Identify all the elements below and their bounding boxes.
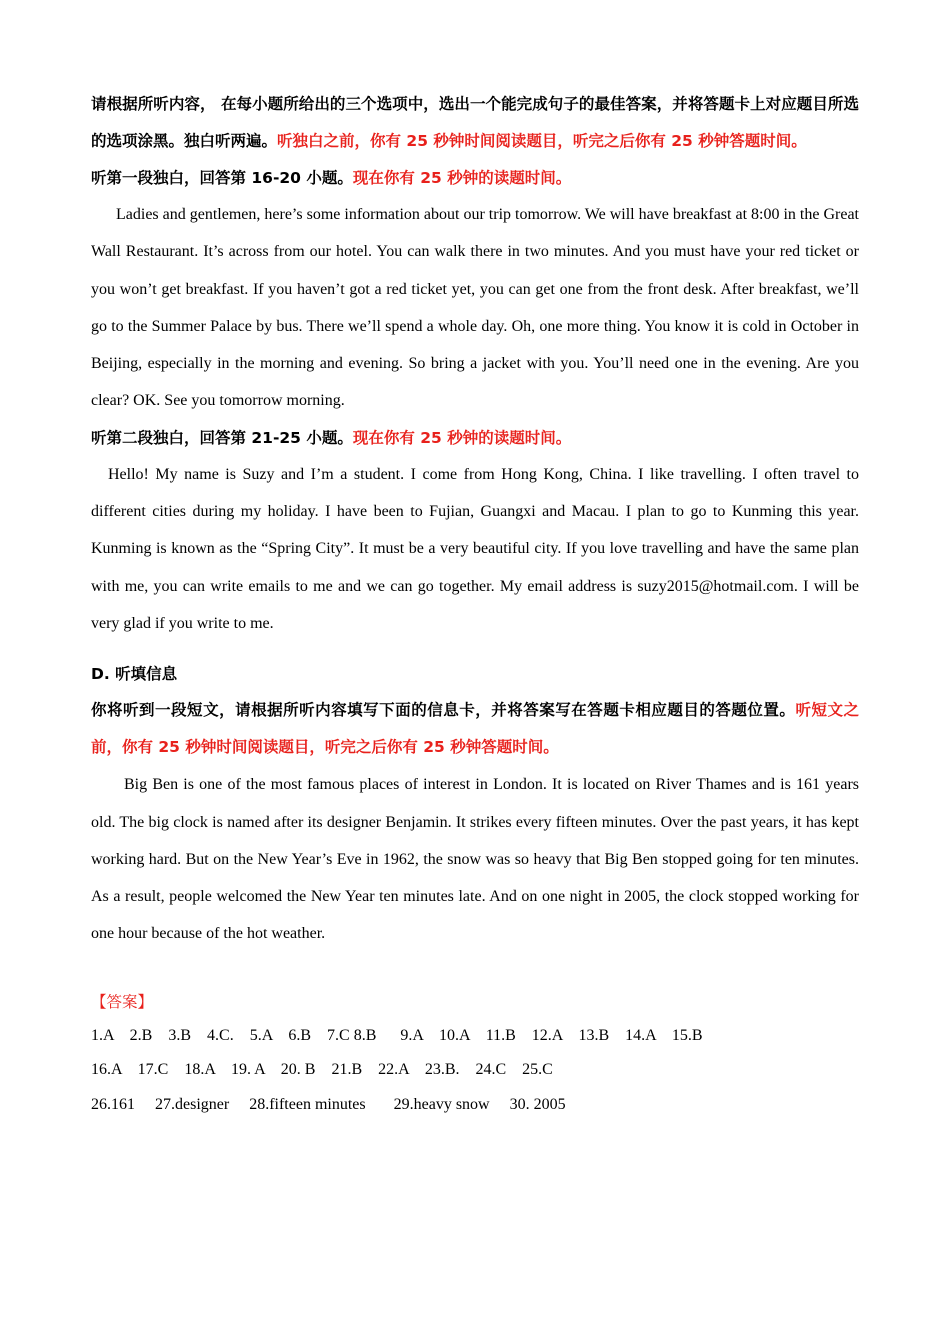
document-page [91, 86, 859, 1123]
section-d-time-note: 听短文之前，你有 25 秒钟时间阅读题目，听完之后你有 25 秒钟答题时间。 [91, 701, 859, 757]
monologue1-transcript: Ladies and gentlemen, here’s some information about our trip tomorrow. We will have breakfast at 8:00 in the Great Wall Restaurant. It’s across from our hotel. You can walk there in two minutes. And you must have your red ticket or you won’t get breakfast. If you haven’t got a red ticket yet, you can get one from the front desk. After breakfast, we’ll go to the Summer Palace by bus. There we’ll spend a whole day. Oh, one more thing. You know it is cold in October in Beijing, especially in the morning and evening. So bring a jacket with you. You’ll need one in the evening. Are you clear? OK. See you tomorrow morning. [91, 206, 859, 410]
answers-row-1: 1.A 2.B 3.B 4.C. 5.A 6.B 7.C 8.B 9.A 10.A 11.B 12.A 13.B 14.A 15.B [91, 1026, 703, 1044]
monologue2-reading-time: 现在你有 25 秒钟的读题时间。 [352, 428, 572, 447]
monologue1-heading-text: 听第一段独白，回答第 16-20 小题。 [91, 169, 353, 187]
spacer [91, 642, 859, 656]
section-c-instructions [91, 86, 859, 160]
answers-row-2: 16.A 17.C 18.A 19. A 20. B 21.B 22.A 23.B. 24.C 25.C [91, 1061, 553, 1079]
section-d-heading: D. 听填信息 [91, 665, 178, 684]
monologue1-reading-time: 现在你有 25 秒钟的读题时间。 [352, 169, 572, 187]
instructions-text: 请根据所听内容， 在每小题所给出的三个选项中，选出一个能完成句子的最佳答案，并将答题卡上对应题目所选的选项涂黑。独白听两遍。 [91, 95, 859, 150]
section-d-instructions-text: 你将听到一段短文，请根据所听内容填写下面的信息卡，并将答案写在答题卡相应题目的答题位置。 [91, 701, 796, 720]
monologue2-transcript: Hello! My name is Suzy and I’m a student. I come from Hong Kong, China. I like travelling. I often travel to different cities during my holiday. I have been to Fujian, Guangxi and Macau. I plan to go to Kunming this year. Kunming is known as the “Spring City”. It must be a very beautiful city. If you love travelling and have the same plan with me, you can write emails to me and we can go together. My email address is suzy2015@hotmail.com. I will be very glad if you write to me. [91, 465, 859, 632]
spacer [91, 953, 859, 985]
monologue2-heading [91, 420, 859, 456]
monologue2-heading-text: 听第二段独白，回答第 21-25 小题。 [91, 428, 353, 447]
answers-row-3: 26.161 27.designer 28.fifteen minutes 29.heavy snow 30. 2005 [91, 1095, 566, 1113]
section-d-transcript: Big Ben is one of the most famous places of interest in London. It is located on River Thames and is 161 years old. The big clock is named after its designer Benjamin. It strikes every fifteen minutes. Over the past years, it has kept working hard. But on the New Year’s Eve in 1962, the snow was so heavy that Big Ben stopped going for ten minutes. As a result, people welcomed the New Year ten minutes late. And on one night in 2005, the clock stopped working for one hour because of the hot weather. [91, 776, 859, 943]
monologue1-heading [91, 160, 859, 196]
section-d-instructions [91, 692, 859, 766]
instructions-time-note: 听独白之前，你有 25 秒钟时间阅读题目，听完之后你有 25 秒钟答题时间。 [277, 132, 807, 150]
answers-title: 【答案】 [91, 992, 154, 1011]
